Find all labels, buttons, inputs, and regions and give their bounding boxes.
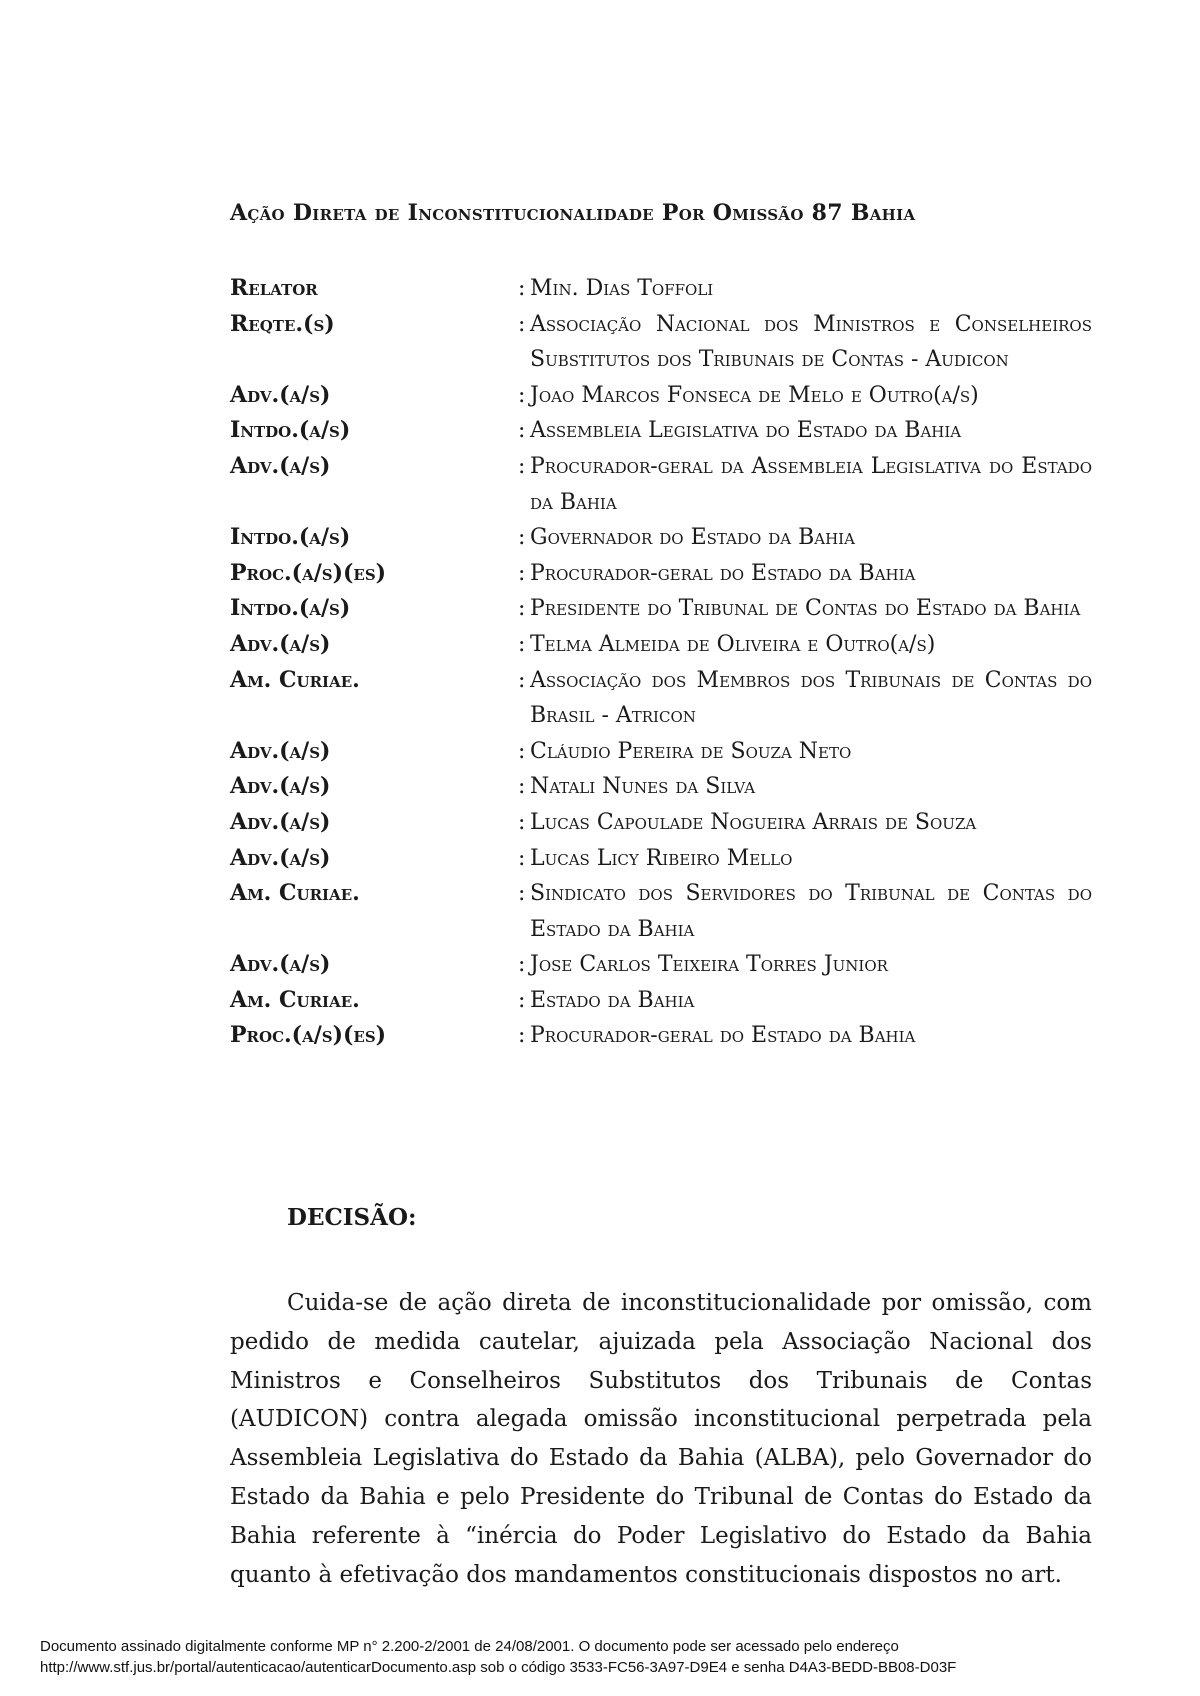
party-value: Telma Almeida de Oliveira e Outro(a/s) xyxy=(530,631,936,657)
party-value: Min. Dias Toffoli xyxy=(530,276,714,301)
party-colon: : xyxy=(518,418,526,444)
party-value: Governador do Estado da Bahia xyxy=(530,525,855,551)
party-row xyxy=(230,983,1092,1019)
party-value: Presidente do Tribunal de Contas do Estado da Bahia xyxy=(530,596,1081,622)
parties-list xyxy=(230,271,1092,1054)
party-value: Procurador-geral do Estado da Bahia xyxy=(530,560,916,586)
party-label: Am. Curiae. xyxy=(230,666,360,693)
party-row xyxy=(230,663,1092,734)
party-row xyxy=(230,413,1092,449)
party-row xyxy=(230,734,1092,770)
party-colon: : xyxy=(518,738,526,764)
party-row xyxy=(230,449,1092,520)
party-value: Assembleia Legislativa do Estado da Bahia xyxy=(530,418,962,444)
party-value: Procurador-geral da Assembleia Legislativa do Estado da Bahia xyxy=(530,453,1092,515)
party-colon: : xyxy=(518,525,526,551)
decision-paragraph: Cuida-se de ação direta de inconstitucionalidade por omissão, com pedido de medida cautelar, ajuizada pela Associação Nacional dos Ministros e Conselheiros Substitutos dos Tribunais de Contas (AUDICON) contra alegada omissão inconstitucional perpetrada pela Assembleia Legislativa do Estado da Bahia (ALBA), pelo Governador do Estado da Bahia e pelo Presidente do Tribunal de Contas do Estado da Bahia referente à “inércia do Poder Legislativo do Estado da Bahia quanto à efetivação dos mandamentos constitucionais dispostos no art. xyxy=(230,1290,1092,1588)
party-colon: : xyxy=(518,560,526,586)
party-row xyxy=(230,378,1092,414)
party-label: Relator xyxy=(230,275,318,301)
party-row xyxy=(230,271,1092,307)
party-label: Reqte.(s) xyxy=(230,310,335,337)
party-label: Proc.(a/s)(es) xyxy=(230,1022,387,1049)
party-value: Sindicato dos Servidores do Tribunal de Contas do Estado da Bahia xyxy=(530,881,1092,942)
party-label: Am. Curiae. xyxy=(230,986,360,1013)
party-colon: : xyxy=(518,845,526,871)
party-row xyxy=(230,876,1092,947)
footer-line-2: http://www.stf.jus.br/portal/autenticacao/autenticarDocumento.asp sob o código 3533-FC56-3A97-D9E4 e senha D4A3-BEDD-BB08-D03F xyxy=(40,1659,957,1676)
party-label: Adv.(a/s) xyxy=(230,630,331,657)
party-label: Adv.(a/s) xyxy=(230,381,331,408)
party-colon: : xyxy=(518,881,526,907)
party-label: Adv.(a/s) xyxy=(230,844,331,871)
party-row xyxy=(230,591,1092,627)
party-label: Intdo.(a/s) xyxy=(230,417,351,444)
signature-footer xyxy=(40,1636,956,1678)
party-colon: : xyxy=(518,453,526,479)
party-row xyxy=(230,1018,1092,1054)
document-title: Ação Direta de Inconstitucionalidade Por Omissão 87 Bahia xyxy=(230,200,916,226)
party-label: Intdo.(a/s) xyxy=(230,595,351,622)
party-row xyxy=(230,627,1092,663)
party-label: Intdo.(a/s) xyxy=(230,524,351,551)
decision-heading: DECISÃO: xyxy=(287,1204,417,1231)
party-row xyxy=(230,841,1092,877)
party-row xyxy=(230,520,1092,556)
party-label: Adv.(a/s) xyxy=(230,737,331,764)
party-colon: : xyxy=(518,382,526,408)
party-value: Cláudio Pereira de Souza Neto xyxy=(530,738,852,764)
party-colon: : xyxy=(518,774,526,800)
party-label: Adv.(a/s) xyxy=(230,773,331,800)
party-value: Lucas Licy Ribeiro Mello xyxy=(530,845,793,871)
party-value: Procurador-geral do Estado da Bahia xyxy=(530,1023,916,1049)
party-label: Am. Curiae. xyxy=(230,880,360,907)
party-value: Natali Nunes da Silva xyxy=(530,774,756,800)
party-label: Adv.(a/s) xyxy=(230,452,331,479)
party-label: Proc.(a/s)(es) xyxy=(230,559,387,586)
party-row xyxy=(230,769,1092,805)
party-label: Adv.(a/s) xyxy=(230,951,331,978)
party-colon: : xyxy=(518,952,526,978)
party-colon: : xyxy=(518,311,526,337)
party-colon: : xyxy=(518,631,526,657)
party-colon: : xyxy=(518,987,526,1013)
party-value: Estado da Bahia xyxy=(530,987,695,1013)
party-value: Jose Carlos Teixeira Torres Junior xyxy=(530,952,888,978)
party-row xyxy=(230,947,1092,983)
party-value: Associação Nacional dos Ministros e Conselheiros Substitutos dos Tribunais de Contas - Audicon xyxy=(530,311,1092,373)
party-colon: : xyxy=(518,1023,526,1049)
party-value: Associação dos Membros dos Tribunais de Contas do Brasil - Atricon xyxy=(530,667,1092,729)
party-colon: : xyxy=(518,596,526,622)
party-row xyxy=(230,805,1092,841)
party-colon: : xyxy=(518,276,526,301)
party-row xyxy=(230,556,1092,592)
party-colon: : xyxy=(518,667,526,693)
party-value: Joao Marcos Fonseca de Melo e Outro(a/s) xyxy=(530,382,979,408)
footer-line-1: Documento assinado digitalmente conforme MP n° 2.200-2/2001 de 24/08/2001. O documento pode ser acessado pelo endereço xyxy=(40,1638,899,1655)
party-colon: : xyxy=(518,809,526,835)
party-value: Lucas Capoulade Nogueira Arrais de Souza xyxy=(530,809,977,835)
party-row xyxy=(230,307,1092,378)
party-label: Adv.(a/s) xyxy=(230,808,331,835)
